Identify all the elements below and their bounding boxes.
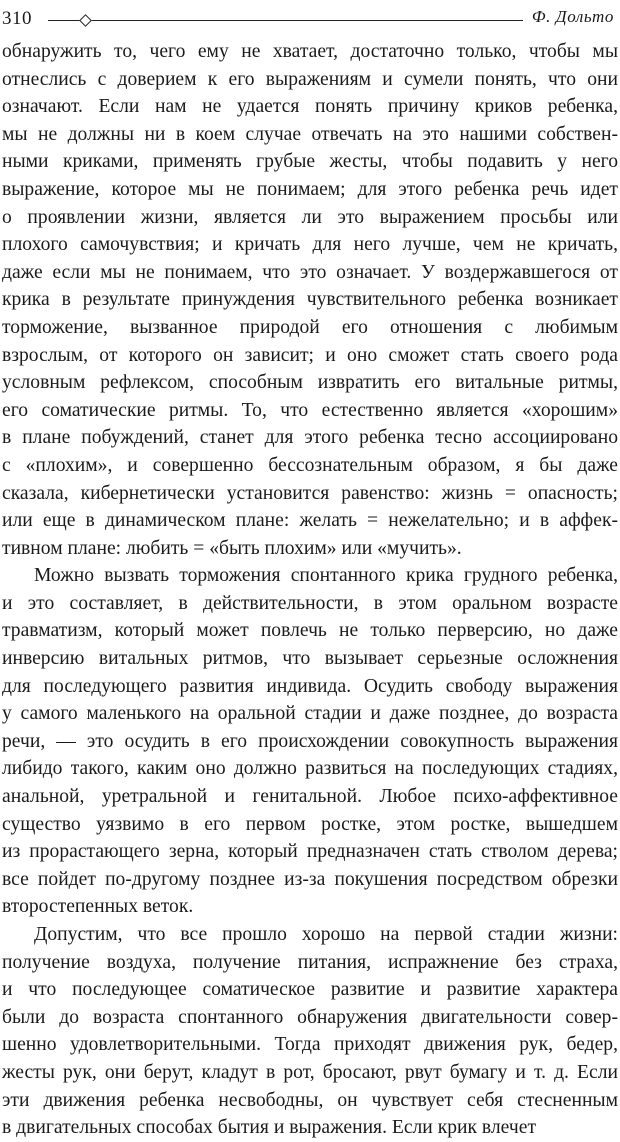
text-line: даже если мы не понимаем, что это означает. У воздержавшегося от	[2, 261, 618, 283]
text-line: условным рефлексом, способным извратить его витальные ритмы,	[2, 372, 618, 394]
header-rule	[48, 20, 523, 21]
text-line: из прорастающего зерна, который предназначен стать стволом дерева;	[2, 841, 618, 863]
text-line: Можно вызвать торможения спонтанного крика грудного ребенка,	[34, 565, 618, 587]
body-text	[2, 38, 618, 1142]
text-line: или еще в динамическом плане: желать = нежелательно; и в аффек-	[2, 510, 618, 532]
text-line: жесты рук, они берут, кладут в рот, бросают, рвут бумагу и т. д. Если	[2, 1061, 618, 1083]
diamond-ornament-icon	[79, 14, 92, 27]
text-line: выражение, которое мы не понимаем; для этого ребенка речь идет	[2, 178, 618, 200]
text-line: ными криками, применять грубые жесты, чтобы подавить у него	[2, 151, 618, 173]
text-line: плохого самочувствия; и кричать для него лучше, чем не кричать,	[2, 234, 618, 256]
paragraph	[2, 38, 618, 562]
text-line: речи, — это осудить в его происхождении совокупность выражения	[2, 730, 618, 752]
text-line: мы не должны ни в коем случае отвечать на это нашими собствен-	[2, 123, 618, 145]
text-line: и это составляет, в действительности, в этом оральном возрасте	[2, 592, 618, 614]
text-line: все пойдет по-другому позднее из-за покушения посредством обрезки	[2, 868, 618, 890]
text-line: крика в результате принуждения чувствительного ребенка возникает	[2, 289, 618, 311]
text-line: для последующего развития индивида. Осудить свободу выражения	[2, 675, 618, 697]
text-line: у самого маленького на оральной стадии и даже позднее, до возраста	[2, 703, 618, 725]
text-line: его соматические ритмы. То, что естественно является «хорошим»	[2, 399, 618, 421]
paragraph	[2, 921, 618, 1142]
text-line: шенно удовлетворительными. Тогда приходят движения рук, бедер,	[2, 1034, 618, 1056]
text-line: обнаружить то, чего ему не хватает, достаточно только, чтобы мы	[2, 41, 618, 62]
text-line: Допустим, что все прошло хорошо на первой стадии жизни:	[34, 924, 618, 945]
text-line: означают. Если нам не удается понять причину криков ребенка,	[2, 96, 618, 118]
text-line: второстепенных веток.	[2, 896, 194, 918]
text-line: либидо такого, каким оно должно развиться на последующих стадиях,	[2, 758, 618, 780]
running-head	[0, 0, 620, 36]
text-line: тивном плане: любить = «быть плохим» или «мучить».	[2, 537, 462, 559]
text-line: и что последующее соматическое развитие и развитие характера	[2, 979, 618, 1001]
text-line: сказала, кибернетически установится равенство: жизнь = опасность;	[2, 482, 618, 504]
text-line: эти движения ребенка несвободны, он чувствует себя стесненным	[2, 1089, 618, 1111]
text-line: отнеслись с доверием к его выражениям и сумели понять, что они	[2, 68, 618, 90]
running-head-author: Ф. Дольто	[531, 7, 614, 26]
text-line: о проявлении жизни, является ли это выражением просьбы или	[2, 206, 618, 228]
page-number: 310	[2, 8, 32, 29]
text-line: анальной, уретральной и генитальной. Любое психо-аффективное	[2, 786, 618, 808]
text-line: инверсию витальных ритмов, что вызывает серьезные осложнения	[2, 648, 618, 670]
text-line: в двигательных способах бытия и выражения. Если крик влечет	[2, 1117, 537, 1139]
text-line: травматизм, который может повлечь не только перверсию, но даже	[2, 620, 618, 642]
text-line: взрослым, от которого он зависит; и оно сможет стать своего рода	[2, 344, 618, 366]
text-line: были до возраста спонтанного обнаружения двигательности совер-	[2, 1006, 618, 1028]
paragraph	[2, 562, 618, 921]
text-line: с «плохим», и совершенно бессознательным образом, я бы даже	[2, 454, 618, 476]
text-line: в плане побуждений, станет для этого ребенка тесно ассоциировано	[2, 427, 618, 449]
text-line: торможение, вызванное природой его отношения с любимым	[2, 316, 618, 338]
text-line: получение воздуха, получение питания, испражнение без страха,	[2, 951, 618, 973]
text-line: существо уязвимо в его первом ростке, этом ростке, вышедшем	[2, 813, 618, 835]
